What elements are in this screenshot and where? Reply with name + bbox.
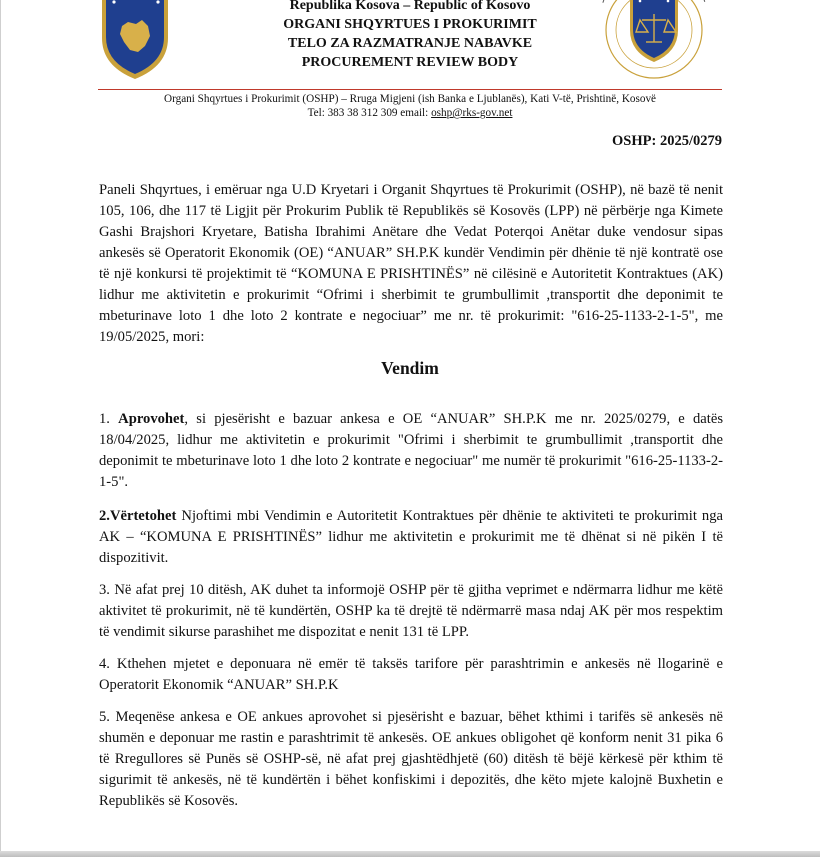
kosovo-coat-of-arms-icon — [98, 0, 172, 80]
header-divider — [98, 89, 722, 90]
viewer-bottom-bar — [0, 851, 820, 857]
case-number: OSHP: 2025/0279 — [612, 133, 722, 149]
header-line-english: PROCUREMENT REVIEW BODY — [301, 55, 519, 70]
contact-line — [98, 106, 722, 120]
decision-item-3 — [99, 580, 723, 643]
email-link[interactable]: oshp@rks-gov.net — [431, 107, 513, 119]
item-1-lead: Aprovohet — [118, 411, 185, 427]
intro-text: Paneli Shqyrtues, i emëruar nga U.D Kryetari i Organit Shqyrtues të Prokurimit (OSHP), në bazë të nenit 105, 106, dhe 117 të Ligjit për Prokurim Publik të Republikës së Kosovës (LPP) në përbërje nga Kimete Gashi Brajshori Kryetare, Batisha Ibrahimi Anëtare dhe Vedat Poterqoi Anëtar duke vendosur sipas ankesës së Operatorit Ekonomik (OE) “ANUAR” SH.P.K kundër Vendimin për dhënie të një kontratë ose të një konkursi të projektimit të “KOMUNA E PRISHTINËS” në cilësinë e Autoritetit Kontraktues (AK) lidhur me aktivitetin e prokurimit “Ofrimi i sherbimit te grumbullimit ,transportit dhe deponimit te mbeturinave loto 1 dhe loto 2 kontrate e negociuar” me nr. të prokurimit: "616-25-1133-2-1-5", me 19/05/2025, mori: — [99, 182, 723, 345]
procurement-review-body-seal-icon — [598, 0, 710, 82]
item-2-body: Njoftimi mbi Vendimin e Autoritetit Kontraktues për dhënie te aktiviteti te prokurimit nga AK – “KOMUNA E PRISHTINËS” lidhur me aktivitetin e prokurimit me të dhënat si në pikën I të dispozitivit. — [99, 508, 723, 566]
item-2-text — [99, 506, 723, 569]
item-4-text: 4. Kthehen mjetet e deponuara në emër të taksës tarifore për parashtrimin e ankesës në llogarinë e Operatorit Ekonomik “ANUAR” SH.P.K — [99, 656, 723, 693]
institution-header — [240, 0, 580, 72]
decision-title: Vendim — [381, 358, 439, 378]
header-line-albanian: ORGANI SHQYRTUES I PROKURIMIT — [283, 17, 537, 32]
address-line: Organi Shqyrtues i Prokurimit (OSHP) – Rruga Migjeni (ish Banka e Ljublanës), Kati V-të, Prishtinë, Kosovë — [164, 93, 656, 105]
decision-item-2 — [99, 506, 723, 569]
item-1-number: 1. — [99, 411, 119, 427]
intro-paragraph — [99, 180, 723, 348]
decision-item-5 — [99, 707, 723, 812]
phone-text: Tel: 383 38 312 309 email: — [307, 107, 432, 119]
header-line-serbian: TELO ZA RAZMATRANJE NABAVKE — [287, 36, 533, 51]
item-1-body: , si pjesërisht e bazuar ankesa e OE “ANUAR” SH.P.K me nr. 2025/0279, e datës 18/04/2025, lidhur me aktivitetin e prokurimit "Ofrimi i sherbimit te grumbullimit ,transportit dhe deponimit te mbeturinave loto 1 dhe loto 2 kontrate e negociuar" me numër të prokurimit "616-25-1133-2-1-5". — [99, 411, 723, 490]
decision-item-4 — [99, 654, 723, 696]
page-edge — [0, 0, 1, 857]
item-2-lead: 2.Vërtetohet — [99, 508, 177, 524]
item-5-text: 5. Meqenëse ankesa e OE ankues aprovohet si pjesërisht e bazuar, bëhet kthimi i tarifës së ankesës në shumën e deponuar me rastin e parashtrimit të ankesës. OE ankues obligohet që konform nenit 31 pika 6 të Rregullores së Punës së OSHP-së, në afat prej gjashtëdhjetë (60) ditësh të bëjë kërkesë për kthim të sigurimit të ankesës, në të kundërtën i bëhet konfiskimi i depozitës, dhe këto mjete kalojnë Buxhetin e Republikës së Kosovës. — [99, 709, 723, 809]
header-line-republic: Republika Kosova – Republic of Kosovo — [289, 0, 531, 13]
item-3-text: 3. Në afat prej 10 ditësh, AK duhet ta informojë OSHP për të gjitha veprimet e ndërmarra lidhur me këtë aktivitet të prokurimit, në të kundërtën, OSHP ka të drejtë të ndërmarrë masa ndaj AK për mos respektim të vendimit sikurse parashihet me dispozitat e nenit 131 të LPP. — [99, 582, 723, 640]
item-1-text — [99, 409, 723, 493]
decision-item-1 — [99, 409, 723, 493]
contact-address — [98, 92, 722, 120]
